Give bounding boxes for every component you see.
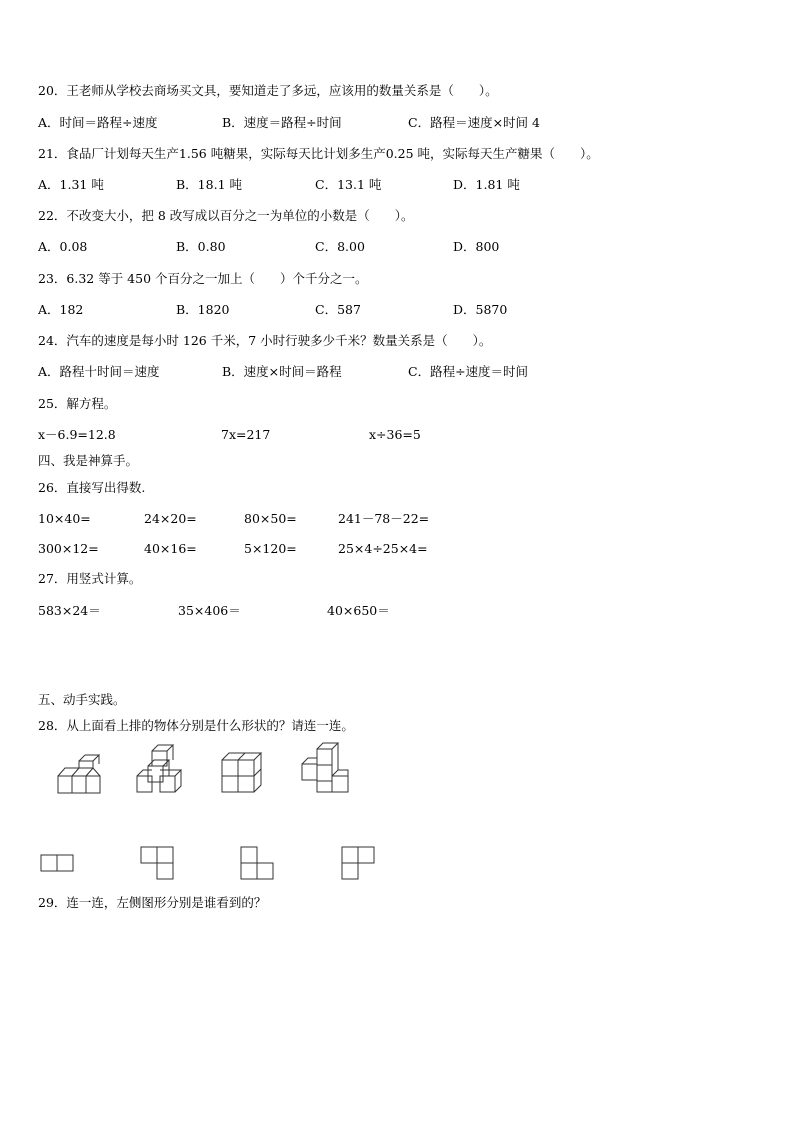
question-24-text: 24．汽车的速度是每小时 126 千米，7 小时行驶多少千米？数量关系是（ ）。 — [38, 333, 492, 348]
section-5-heading: 五、动手实践。 — [38, 692, 126, 707]
q20-option-c[interactable]: C．路程＝速度×时间 4 — [408, 115, 540, 130]
q24-option-a[interactable]: A．路程十时间＝速度 — [38, 364, 160, 379]
q21-option-c[interactable]: C．13.1 吨 — [315, 177, 382, 192]
q22-option-d[interactable]: D．800 — [453, 239, 500, 254]
q23-option-b[interactable]: B．1820 — [176, 302, 230, 317]
q21-option-d[interactable]: D．1.81 吨 — [453, 177, 520, 192]
cube-figure-2[interactable] — [134, 748, 186, 796]
question-28-text: 28．从上面看上排的物体分别是什么形状的？请连一连。 — [38, 718, 354, 733]
question-21-text: 21．食品厂计划每天生产1.56 吨糖果，实际每天比计划多生产0.25 吨，实际每天生产糖果（ ）。 — [38, 146, 599, 161]
equation-2: 7x=217 — [221, 427, 271, 442]
q24-option-b[interactable]: B．速度×时间＝路程 — [222, 364, 342, 379]
mental-calc-item: 241－78－22= — [338, 511, 430, 526]
top-view-shape-3[interactable] — [240, 846, 276, 882]
q24-option-c[interactable]: C．路程÷速度＝时间 — [408, 364, 529, 379]
question-29-text: 29．连一连，左侧图形分别是谁看到的？ — [38, 895, 267, 910]
question-25-text: 25．解方程。 — [38, 396, 117, 411]
cube-figure-3[interactable] — [219, 750, 265, 796]
question-22-text: 22．不改变大小，把 8 改写成以百分之一为单位的小数是（ ）。 — [38, 208, 414, 223]
question-27-text: 27．用竖式计算。 — [38, 571, 142, 586]
mental-calc-item: 10×40= — [38, 511, 91, 526]
q22-option-a[interactable]: A．0.08 — [38, 239, 88, 254]
q21-option-a[interactable]: A．1.31 吨 — [38, 177, 104, 192]
question-20-text: 20．王老师从学校去商场买文具，要知道走了多远，应该用的数量关系是（ ）。 — [38, 83, 498, 98]
mental-calc-item: 25×4÷25×4= — [338, 541, 428, 556]
mental-calc-item: 24×20= — [144, 511, 197, 526]
equation-1: x－6.9=12.8 — [38, 427, 116, 442]
question-26-text: 26．直接写出得数. — [38, 480, 146, 495]
q22-option-c[interactable]: C．8.00 — [315, 239, 365, 254]
q23-option-d[interactable]: D．5870 — [453, 302, 508, 317]
mental-calc-item: 40×16= — [144, 541, 197, 556]
q22-option-b[interactable]: B．0.80 — [176, 239, 226, 254]
mental-calc-item: 5×120= — [244, 541, 297, 556]
section-4-heading: 四、我是神算手。 — [38, 453, 139, 468]
vertical-calc-item: 35×406＝ — [178, 603, 241, 618]
q20-option-a[interactable]: A．时间＝路程÷速度 — [38, 115, 158, 130]
mental-calc-item: 300×12= — [38, 541, 99, 556]
q23-option-a[interactable]: A．182 — [38, 302, 84, 317]
cube-figure-4[interactable] — [299, 742, 355, 796]
cube-figure-1[interactable] — [55, 758, 105, 798]
question-23-text: 23．6.32 等于 450 个百分之一加上（ ）个千分之一。 — [38, 271, 368, 286]
vertical-calc-item: 40×650＝ — [327, 603, 390, 618]
top-view-shape-4[interactable] — [341, 846, 377, 882]
q23-option-c[interactable]: C．587 — [315, 302, 361, 317]
vertical-calc-item: 583×24＝ — [38, 603, 101, 618]
top-view-shape-2[interactable] — [140, 846, 176, 882]
q20-option-b[interactable]: B．速度＝路程÷时间 — [222, 115, 342, 130]
mental-calc-item: 80×50= — [244, 511, 297, 526]
equation-3: x÷36=5 — [369, 427, 421, 442]
top-view-shape-1[interactable] — [40, 854, 76, 874]
q21-option-b[interactable]: B．18.1 吨 — [176, 177, 242, 192]
